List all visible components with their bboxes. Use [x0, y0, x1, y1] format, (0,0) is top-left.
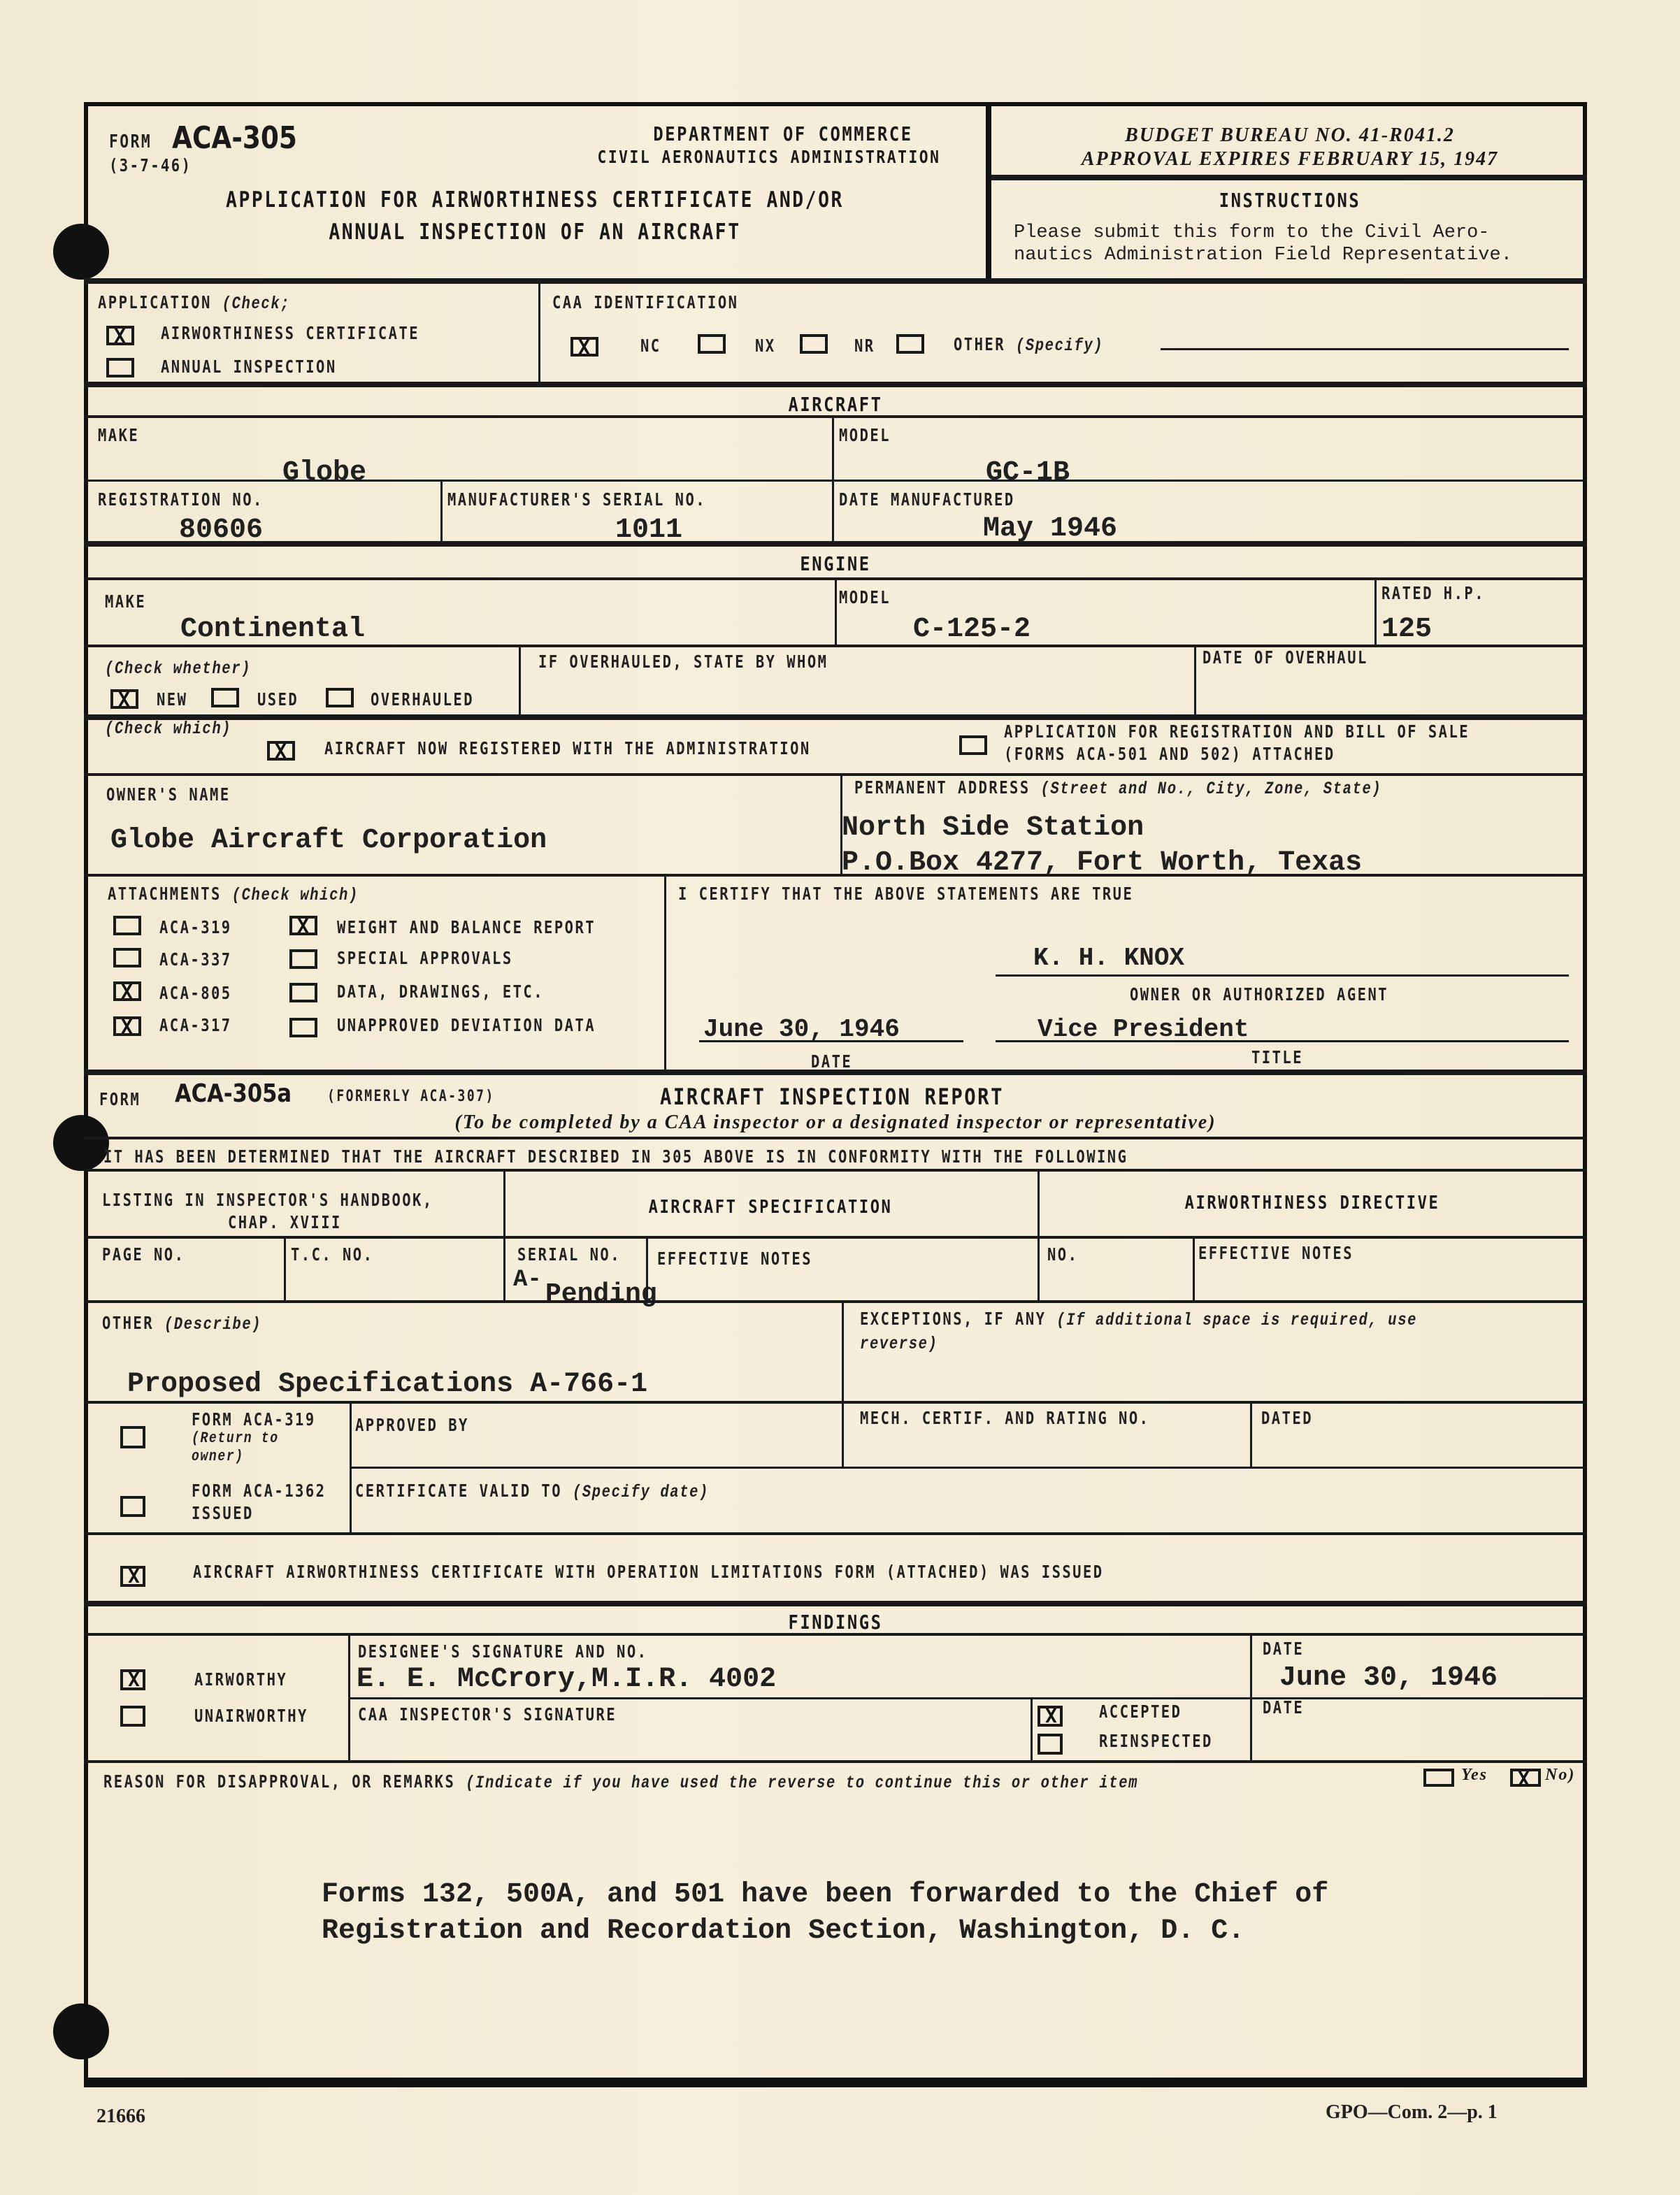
checkbox-label: REINSPECTED	[1099, 1731, 1213, 1751]
divider	[84, 382, 1587, 387]
checkbox-label: USED	[257, 689, 299, 710]
aircraft-section-title: AIRCRAFT	[788, 393, 883, 416]
designee-label: DESIGNEE'S SIGNATURE AND NO.	[358, 1641, 648, 1662]
findings-date-value[interactable]: June 30, 1946	[1279, 1662, 1498, 1694]
application-label: APPLICATION (Check;	[98, 292, 291, 314]
signer-name[interactable]: K. H. KNOX	[1033, 944, 1185, 972]
no-label: No)	[1545, 1766, 1576, 1784]
checkbox-label: DATA, DRAWINGS, ETC.	[337, 981, 545, 1002]
form-319-hint: owner)	[192, 1448, 244, 1465]
footer-left-code: 21666	[96, 2106, 145, 2127]
form-1362-label: FORM ACA-1362	[192, 1481, 326, 1501]
exceptions-label: EXCEPTIONS, IF ANY (If additional space is required, use	[860, 1309, 1418, 1330]
divider	[842, 1402, 844, 1468]
nr-checkbox[interactable]	[800, 334, 828, 354]
checkbox-label: NC	[640, 336, 661, 356]
aircraft-spec-label: AIRCRAFT SPECIFICATION	[648, 1197, 893, 1218]
divider	[1374, 579, 1377, 646]
divider	[84, 415, 1587, 418]
date-manufactured-label: DATE MANUFACTURED	[839, 489, 1015, 510]
attachments-label: ATTACHMENTS (Check which)	[108, 884, 359, 905]
divider	[84, 1532, 1587, 1535]
ad-no-label: NO.	[1047, 1244, 1079, 1265]
divider	[991, 175, 1587, 180]
checkbox-label: ACA-805	[159, 983, 232, 1003]
remarks-text-line2[interactable]: Registration and Recordation Section, Washington, D. C.	[322, 1915, 1245, 1947]
date-label: DATE	[811, 1051, 853, 1072]
serial-no-prefix: A-	[513, 1267, 542, 1293]
divider	[503, 1170, 505, 1237]
address-line1[interactable]: North Side Station	[842, 812, 1144, 844]
divider	[84, 714, 1587, 720]
signer-title[interactable]: Vice President	[1038, 1015, 1249, 1044]
mech-cert-label: MECH. CERTIF. AND RATING NO.	[860, 1408, 1150, 1428]
certify-date[interactable]: June 30, 1946	[703, 1015, 900, 1044]
signature-line	[996, 974, 1569, 977]
findings-date-label: DATE	[1263, 1639, 1305, 1659]
attachment-aca-319-checkbox[interactable]	[113, 916, 141, 935]
instructions-text: nautics Administration Field Representative.	[1014, 245, 1512, 266]
form-title-line1: APPLICATION FOR AIRWORTHINESS CERTIFICATE AND/OR	[226, 187, 844, 213]
checkbox-label: APPLICATION FOR REGISTRATION AND BILL OF SALE	[1004, 721, 1470, 742]
divider	[84, 1236, 1587, 1239]
divider	[350, 1467, 1587, 1469]
checkbox-label: ACCEPTED	[1099, 1701, 1182, 1722]
tc-no-label: T.C. NO.	[291, 1244, 374, 1265]
caa-identification-label: CAA IDENTIFICATION	[552, 292, 739, 312]
airworthiness-directive-label: AIRWORTHINESS DIRECTIVE	[1184, 1193, 1440, 1214]
instructions-title: INSTRUCTIONS	[1219, 189, 1361, 212]
divider	[84, 773, 1587, 776]
divider	[519, 646, 521, 716]
inspection-report-title: AIRCRAFT INSPECTION REPORT	[659, 1084, 1005, 1110]
aircraft-make-value[interactable]: Globe	[282, 457, 367, 489]
aircraft-model-label: MODEL	[839, 425, 891, 445]
attachment-aca-805-checkbox[interactable]	[113, 981, 141, 1001]
checkbox-label: SPECIAL APPROVALS	[337, 948, 513, 968]
divider	[84, 1300, 1587, 1303]
engine-new-checkbox[interactable]	[110, 689, 138, 709]
divider	[84, 278, 1587, 284]
other-specify-field[interactable]	[1161, 348, 1569, 350]
form-aca-319-checkbox[interactable]	[120, 1426, 145, 1448]
divider	[1038, 1170, 1040, 1237]
budget-bureau: BUDGET BUREAU NO. 41-R041.2	[1125, 124, 1455, 146]
inspection-report-subtitle: (To be completed by a CAA inspector or a designated inspector or representative)	[454, 1111, 1216, 1133]
checkbox-label: NX	[755, 336, 776, 356]
checkbox-label: ACA-317	[159, 1015, 232, 1035]
aircraft-registered-checkbox[interactable]	[267, 741, 295, 761]
title-line	[996, 1040, 1569, 1042]
yes-label: Yes	[1461, 1766, 1488, 1784]
divider	[84, 1137, 1587, 1139]
serial-label: MANUFACTURER'S SERIAL NO.	[447, 489, 707, 510]
owner-name-value[interactable]: Globe Aircraft Corporation	[110, 825, 547, 856]
listing-label: CHAP. XVIII	[228, 1212, 342, 1232]
engine-model-value[interactable]: C-125-2	[913, 614, 1031, 645]
checkbox-label: WEIGHT AND BALANCE REPORT	[337, 917, 596, 937]
engine-model-label: MODEL	[839, 587, 891, 607]
checkbox-label: AIRWORTHY	[194, 1669, 288, 1690]
other-label: OTHER (Specify)	[954, 334, 1104, 356]
findings-section-title: FINDINGS	[788, 1611, 883, 1634]
checkbox-label: ACA-337	[159, 949, 232, 970]
overhauled-by-label: IF OVERHAULED, STATE BY WHOM	[538, 652, 828, 672]
serial-value[interactable]: 1011	[615, 514, 683, 546]
serial-no-label: SERIAL NO.	[517, 1244, 622, 1265]
department: DEPARTMENT OF COMMERCE	[653, 122, 913, 145]
attachment-weight-balance-checkbox[interactable]	[289, 916, 317, 935]
spec-effective-notes-label: EFFECTIVE NOTES	[657, 1248, 813, 1269]
airworthiness-certificate-checkbox[interactable]	[106, 326, 134, 345]
checkbox-label: NR	[854, 336, 875, 356]
divider	[1038, 1237, 1040, 1302]
check-whether-label: (Check whether)	[105, 658, 252, 679]
rated-hp-label: RATED H.P.	[1381, 583, 1486, 603]
form-aca-1362-checkbox[interactable]	[120, 1496, 145, 1517]
engine-section-title: ENGINE	[800, 552, 871, 575]
checkbox-label: AIRWORTHINESS CERTIFICATE	[161, 323, 420, 343]
form-number: ACA-305	[172, 120, 297, 156]
remarks-text-line1[interactable]: Forms 132, 500A, and 501 have been forwarded to the Chief of	[322, 1879, 1329, 1910]
divider	[835, 579, 837, 646]
reverse-used-yes-checkbox[interactable]	[1423, 1769, 1454, 1787]
attachment-special-approvals-checkbox[interactable]	[289, 949, 317, 969]
conformity-statement: IT HAS BEEN DETERMINED THAT THE AIRCRAFT DESCRIBED IN 305 ABOVE IS IN CONFORMITY WITH THE FOLLOWING	[103, 1146, 1128, 1167]
divider	[538, 281, 540, 383]
divider	[1193, 1237, 1195, 1302]
attachment-aca-317-checkbox[interactable]	[113, 1016, 141, 1036]
divider	[664, 875, 666, 1071]
aircraft-make-label: MAKE	[98, 425, 140, 445]
airworthiness-issued-label: AIRCRAFT AIRWORTHINESS CERTIFICATE WITH OPERATION LIMITATIONS FORM (ATTACHED) WAS ISSUED	[193, 1562, 1104, 1582]
nc-checkbox[interactable]	[570, 337, 598, 357]
divider	[1194, 646, 1196, 716]
other-describe-value[interactable]: Proposed Specifications A-766-1	[127, 1369, 648, 1400]
checkbox-label: OVERHAULED	[371, 689, 475, 710]
administration: CIVIL AERONAUTICS ADMINISTRATION	[597, 147, 941, 167]
approved-by-label: APPROVED BY	[355, 1415, 469, 1435]
remarks-label: REASON FOR DISAPPROVAL, OR REMARKS (Indicate if you have used the reverse to continue this or other item	[103, 1771, 1139, 1793]
form-319-hint: (Return to	[192, 1430, 279, 1447]
form-1362-label: ISSUED	[192, 1503, 254, 1523]
checkbox-label: UNAIRWORTHY	[194, 1706, 308, 1726]
other-checkbox[interactable]	[896, 334, 924, 354]
other-describe-label: OTHER (Describe)	[102, 1313, 262, 1334]
divider	[84, 1633, 1587, 1636]
checkbox-label: (FORMS ACA-501 AND 502) ATTACHED	[1004, 744, 1335, 764]
caa-inspector-label: CAA INSPECTOR'S SIGNATURE	[358, 1704, 617, 1725]
header-divider	[986, 105, 991, 280]
engine-make-value[interactable]: Continental	[180, 614, 366, 645]
divider	[84, 541, 1587, 547]
checkbox-label: UNAPPROVED DEVIATION DATA	[337, 1015, 596, 1035]
engine-overhauled-checkbox[interactable]	[326, 688, 354, 707]
registration-application-checkbox[interactable]	[959, 735, 987, 755]
annual-inspection-checkbox[interactable]	[106, 358, 134, 377]
date-line	[699, 1040, 963, 1042]
form-prefix: FORM	[109, 131, 152, 152]
engine-used-checkbox[interactable]	[211, 688, 239, 707]
divider	[84, 874, 1587, 877]
registration-value[interactable]: 80606	[179, 514, 264, 546]
rated-hp-value[interactable]: 125	[1381, 614, 1433, 645]
cert-valid-label: CERTIFICATE VALID TO (Specify date)	[355, 1481, 710, 1502]
signer-label: OWNER OR AUTHORIZED AGENT	[1130, 984, 1389, 1005]
page-no-label: PAGE NO.	[102, 1244, 185, 1265]
approval-expires: APPROVAL EXPIRES FEBRUARY 15, 1947	[1081, 148, 1499, 170]
divider	[1250, 1402, 1252, 1468]
divider	[284, 1237, 286, 1302]
unairworthy-checkbox[interactable]	[120, 1706, 145, 1727]
checkbox-label: ANNUAL INSPECTION	[161, 357, 337, 377]
checkbox-label: ACA-319	[159, 917, 232, 937]
divider	[84, 1401, 1587, 1404]
dated-label: DATED	[1261, 1408, 1314, 1428]
divider	[440, 481, 443, 542]
divider	[842, 1302, 844, 1402]
engine-make-label: MAKE	[105, 591, 147, 612]
title-label: TITLE	[1251, 1047, 1304, 1067]
form-date: (3-7-46)	[109, 155, 192, 175]
designee-signature[interactable]: E. E. McCrory,M.I.R. 4002	[357, 1664, 777, 1695]
checkbox-label: NEW	[157, 689, 188, 710]
date-manufactured-value[interactable]: May 1946	[983, 513, 1118, 545]
registration-label: REGISTRATION NO.	[98, 489, 264, 510]
divider	[84, 1601, 1587, 1606]
airworthy-checkbox[interactable]	[120, 1669, 145, 1690]
accepted-checkbox[interactable]	[1038, 1706, 1063, 1727]
attachment-data-drawings-checkbox[interactable]	[289, 983, 317, 1002]
divider	[503, 1237, 505, 1302]
form-title-line2: ANNUAL INSPECTION OF AN AIRCRAFT	[329, 220, 741, 245]
address-line2[interactable]: P.O.Box 4277, Fort Worth, Texas	[842, 847, 1363, 879]
airworthiness-issued-checkbox[interactable]	[120, 1566, 145, 1587]
address-label: PERMANENT ADDRESS (Street and No., City, Zone, State)	[854, 777, 1382, 799]
ad-effective-notes-label: EFFECTIVE NOTES	[1198, 1243, 1354, 1263]
form-319-label: FORM ACA-319	[192, 1409, 316, 1430]
serial-no-value[interactable]: Pending	[545, 1279, 657, 1309]
formerly-label: (FORMERLY ACA-307)	[327, 1088, 495, 1105]
divider	[84, 1169, 1587, 1172]
divider	[84, 1070, 1587, 1075]
certify-statement: I CERTIFY THAT THE ABOVE STATEMENTS ARE TRUE	[678, 884, 1134, 904]
nx-checkbox[interactable]	[698, 334, 726, 354]
exceptions-hint: reverse)	[860, 1334, 938, 1354]
checkbox-label: AIRCRAFT NOW REGISTERED WITH THE ADMINISTRATION	[324, 738, 811, 758]
divider	[84, 1760, 1587, 1763]
attachment-aca-337-checkbox[interactable]	[113, 948, 141, 967]
reverse-used-no-checkbox[interactable]	[1510, 1769, 1541, 1787]
instructions-text: Please submit this form to the Civil Aero-	[1014, 222, 1490, 243]
owner-name-label: OWNER'S NAME	[106, 784, 231, 805]
aircraft-model-value[interactable]: GC-1B	[986, 457, 1070, 489]
overhaul-date-label: DATE OF OVERHAUL	[1202, 647, 1368, 668]
divider	[1031, 1699, 1033, 1762]
findings-date2-label: DATE	[1263, 1697, 1305, 1718]
form-305a-number: ACA-305a	[175, 1079, 292, 1108]
reinspected-checkbox[interactable]	[1038, 1734, 1063, 1755]
check-which-label: (Check which)	[105, 719, 232, 739]
attachment-unapproved-deviation-checkbox[interactable]	[289, 1018, 317, 1037]
listing-label: LISTING IN INSPECTOR'S HANDBOOK,	[102, 1190, 433, 1210]
footer-right-code: GPO—Com. 2—p. 1	[1326, 2101, 1498, 2123]
divider	[348, 1697, 1587, 1699]
form-305a-prefix: FORM	[99, 1089, 141, 1109]
